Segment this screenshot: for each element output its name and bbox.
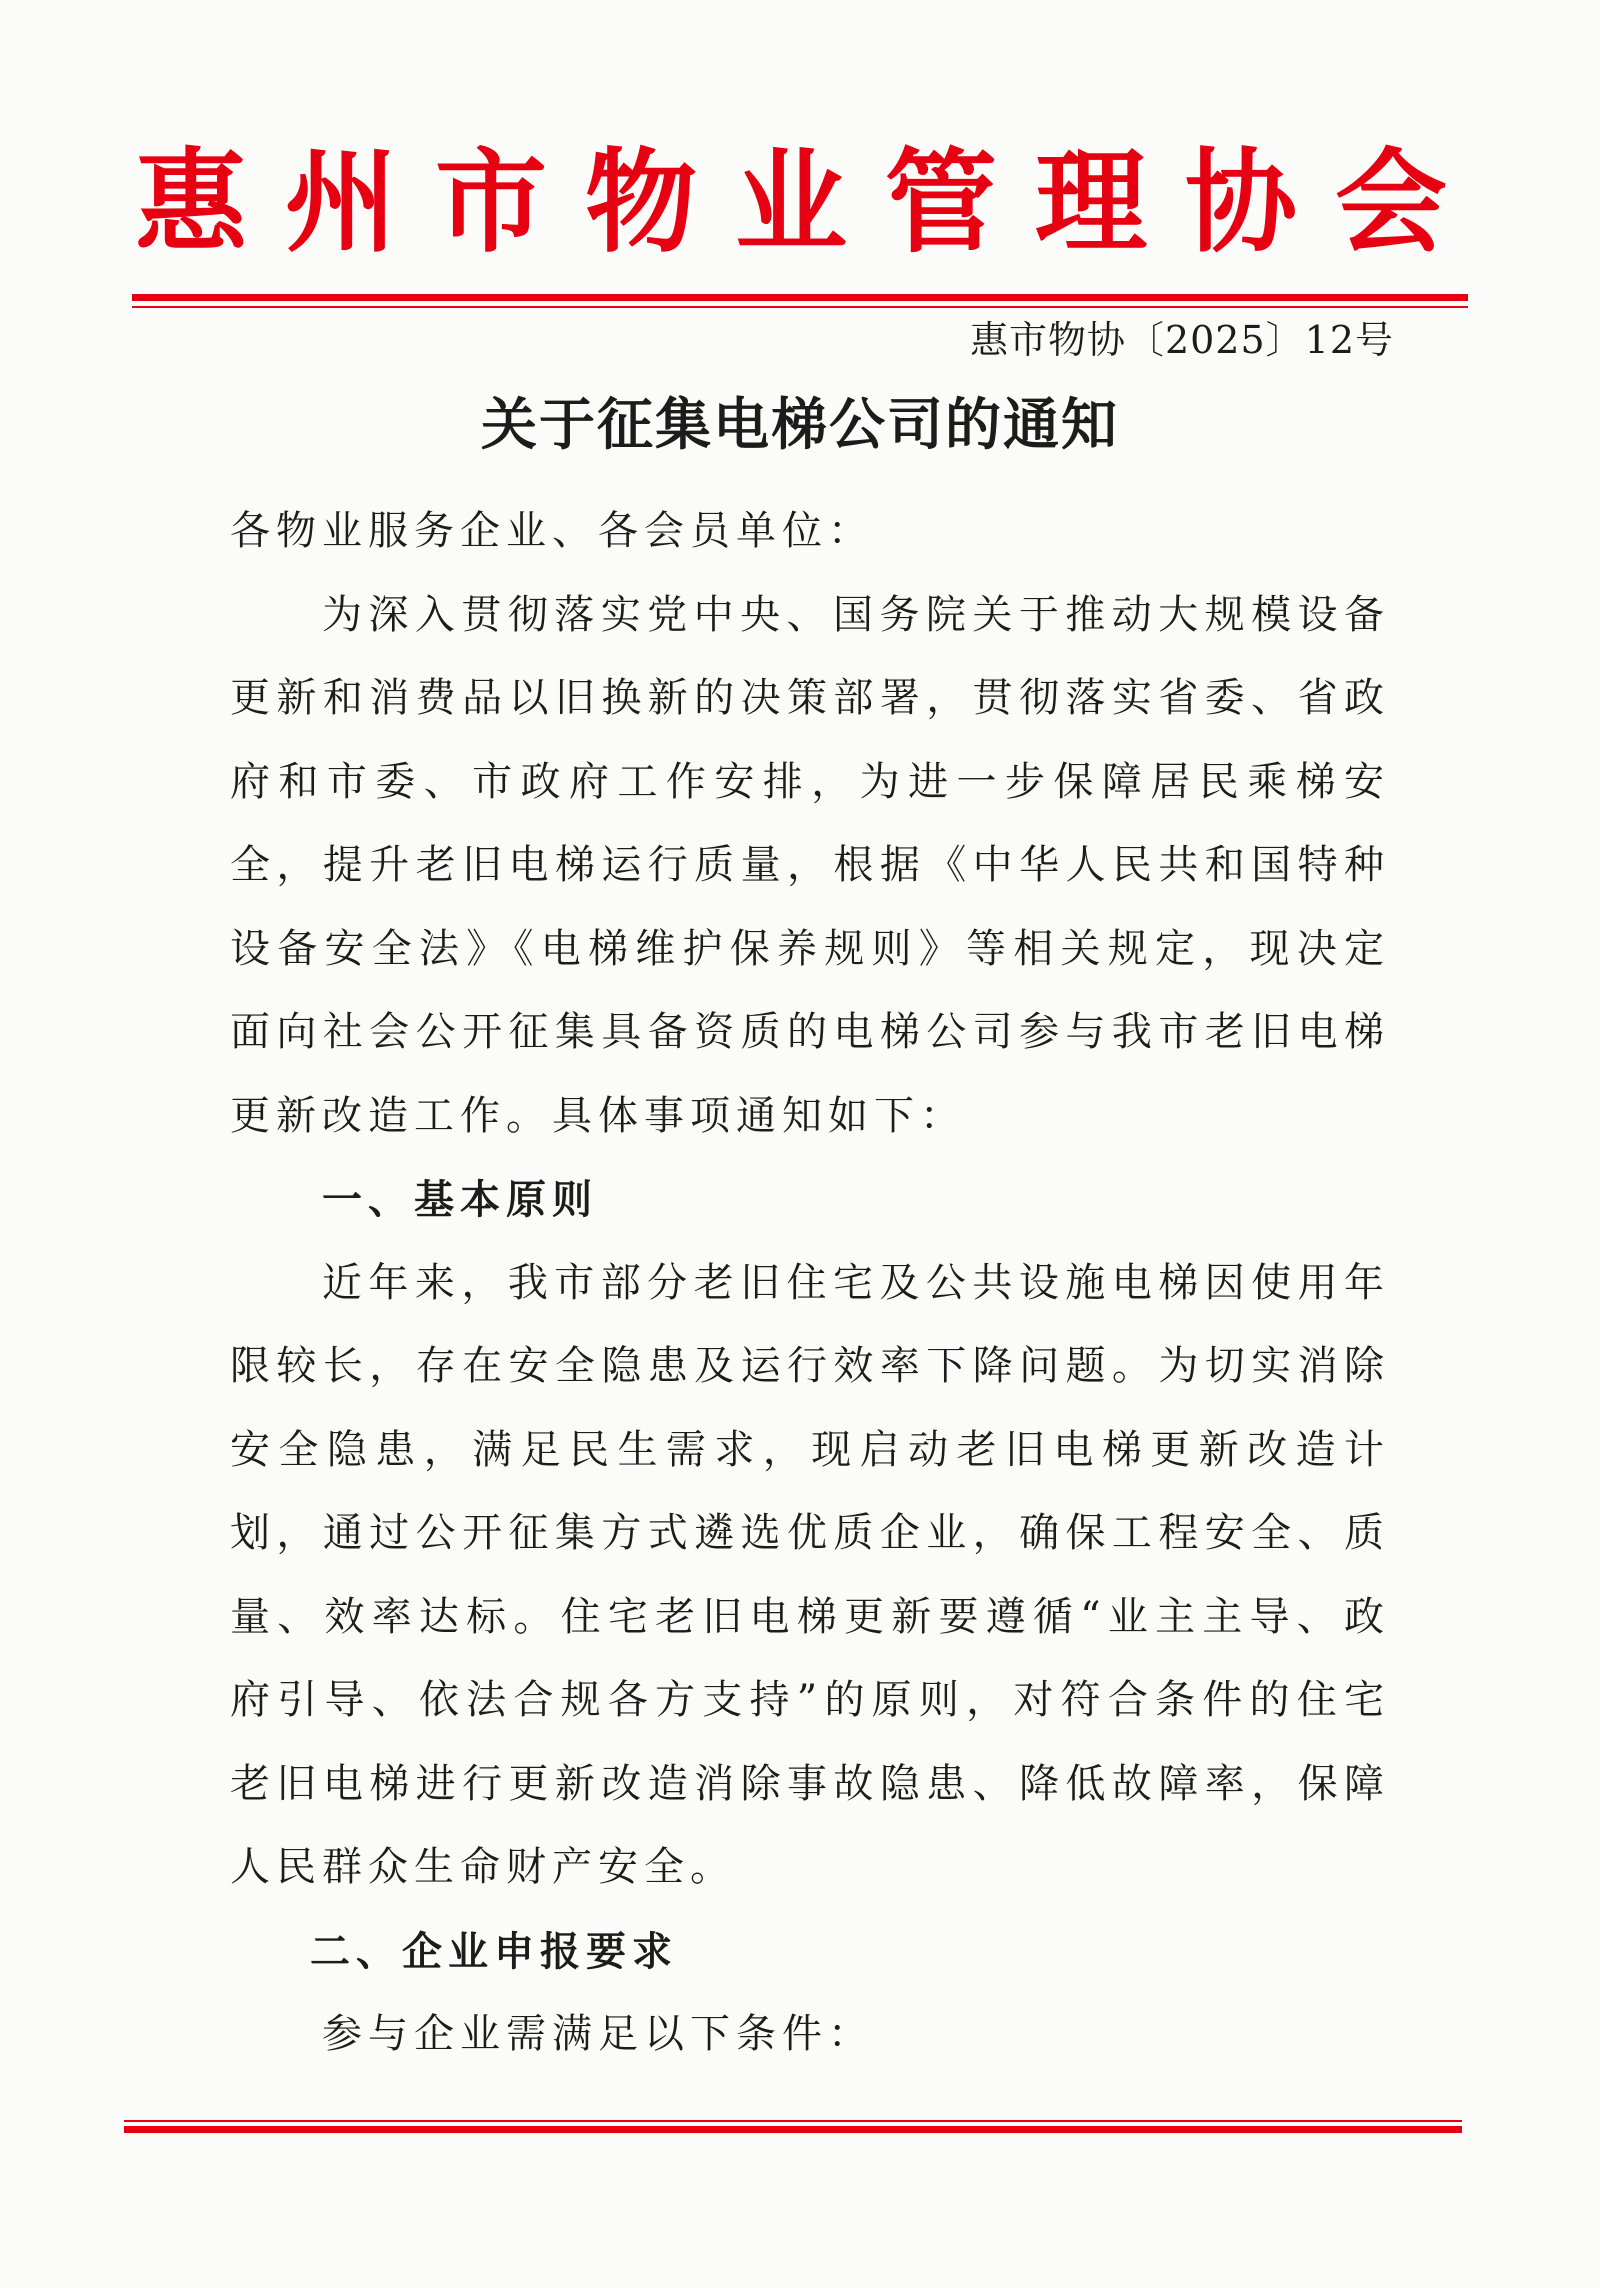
footer-divider-thin: [124, 2120, 1462, 2122]
section-heading: 二、企业申报要求: [310, 1927, 678, 1975]
notice-body: [230, 490, 1390, 2077]
intro-paragraph: 为深入贯彻落实党中央、国务院关于推动大规模设备更新和消费品以旧换新的决策部署，贯彻落实省委、省政府和市委、市政府工作安排，为进一步保障居民乘梯安全，提升老旧电梯运行质量，根据《中华人民共和国特种设备安全法》《电梯维护保养规则》等相关规定，现决定面向社会公开征集具备资质的电梯公司参与我市老旧电梯更新改造工作。具体事项通知如下：: [230, 591, 1390, 1139]
salutation: 各物业服务企业、各会员单位：: [230, 508, 874, 554]
org-name-header: 惠州市物业管理协会: [135, 138, 1485, 268]
header-divider-thin: [132, 306, 1468, 308]
section-paragraph: 参与企业需满足以下条件：: [322, 2011, 874, 2057]
notice-title: 关于征集电梯公司的通知: [481, 392, 1119, 458]
section-paragraph: 近年来，我市部分老旧住宅及公共设施电梯因使用年限较长，存在安全隐患及运行效率下降问题。为切实消除安全隐患，满足民生需求，现启动老旧电梯更新改造计划，通过公开征集方式遴选优质企业，确保工程安全、质量、效率达标。住宅老旧电梯更新要遵循“业主主导、政府引导、依法合规各方支持”的原则，对符合条件的住宅老旧电梯进行更新改造消除事故隐患、降低故障率，保障人民群众生命财产安全。: [230, 1259, 1390, 1890]
document-number: 惠市物协〔2025〕12号: [969, 318, 1394, 362]
footer-divider-thick: [124, 2126, 1462, 2133]
section-heading: 一、基本原则: [322, 1176, 598, 1223]
header-divider-thick: [132, 294, 1468, 301]
